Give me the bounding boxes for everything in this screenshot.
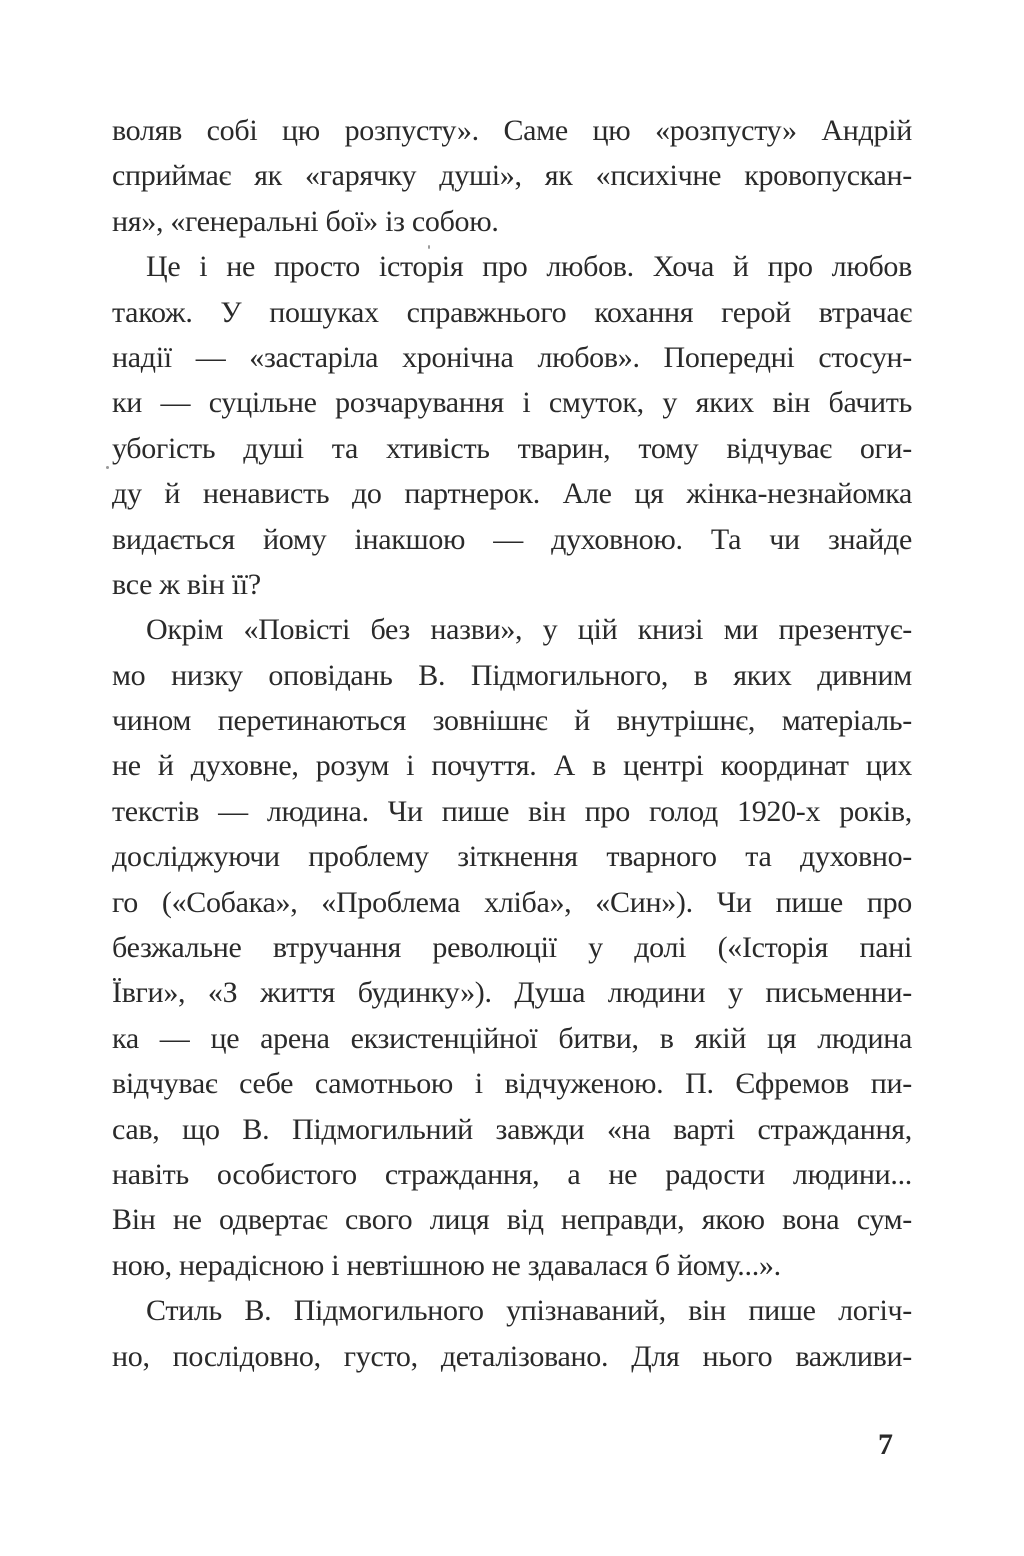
text-line: ки — суцільне розчарування і смуток, у яких він бачить [112, 386, 912, 420]
text-line: також. У пошуках справжнього кохання герой втрачає [112, 295, 912, 329]
text-line: відчуває себе самотньою і відчуженою. П. Єфремов пи- [112, 1067, 912, 1101]
text-line: сав, що В. Підмогильний завжди «на варті страждання, [112, 1112, 912, 1146]
text-line: ду й ненависть до партнерок. Але ця жінка-незнайомка [112, 477, 912, 511]
text-line: безжальне втручання революції у долі («Історія пані [112, 931, 912, 965]
text-line: надії — «застаріла хронічна любов». Попередні стосун- [112, 340, 912, 374]
text-line: чином перетинаються зовнішнє й внутрішнє, матеріаль- [112, 704, 912, 738]
text-line: ною, нерадісною і невтішною не здавалася б йому...». [112, 1248, 781, 1282]
paragraph [112, 1288, 912, 1379]
text-line: но, послідовно, густо, деталізовано. Для нього важливи- [112, 1339, 912, 1373]
book-page-body [112, 108, 912, 1379]
paragraph [112, 607, 912, 1288]
text-line: Окрім «Повісті без назви», у цій книзі ми презентує- [146, 613, 912, 647]
paragraph [112, 108, 912, 244]
paragraph [112, 244, 912, 607]
scan-speck [106, 466, 109, 469]
text-line: ка — це арена екзистенційної битви, в якій ця людина [112, 1021, 912, 1055]
text-line: Він не одвертає свого лиця від неправди, якою вона сум- [112, 1203, 912, 1237]
text-line: сприймає як «гарячку душі», як «психічне кровопускан- [112, 159, 912, 193]
text-line: воляв собі цю розпусту». Саме цю «розпусту» Андрій [112, 114, 912, 147]
text-line: досліджуючи проблему зіткнення тварного та духовно- [112, 840, 912, 874]
text-line: ня», «генеральні бої» із собою. [112, 204, 499, 238]
text-line: текстів — людина. Чи пише він про голод 1920-х років, [112, 794, 912, 828]
text-line: не й духовне, розум і почуття. А в центрі координат цих [112, 749, 912, 783]
text-line: навіть особистого страждання, а не радости людини... [112, 1157, 912, 1191]
text-line: видається йому інакшою — духовною. Та чи знайде [112, 522, 912, 556]
text-line: все ж він її? [112, 567, 261, 601]
text-line: Ївги», «З життя будинку»). Душа людини у письменни- [112, 976, 912, 1010]
scan-speck [428, 245, 430, 249]
text-line: убогість душі та хтивість тварин, тому відчуває оги- [112, 431, 912, 465]
text-line: Це і не просто історія про любов. Хоча й про любов [146, 250, 912, 284]
text-line: мо низку оповідань В. Підмогильного, в яких дивним [112, 658, 912, 692]
text-line: Стиль В. Підмогильного упізнаваний, він пише логіч- [146, 1294, 912, 1328]
text-line: го («Собака», «Проблема хліба», «Син»). Чи пише про [112, 885, 912, 919]
page-number: 7 [878, 1428, 893, 1461]
